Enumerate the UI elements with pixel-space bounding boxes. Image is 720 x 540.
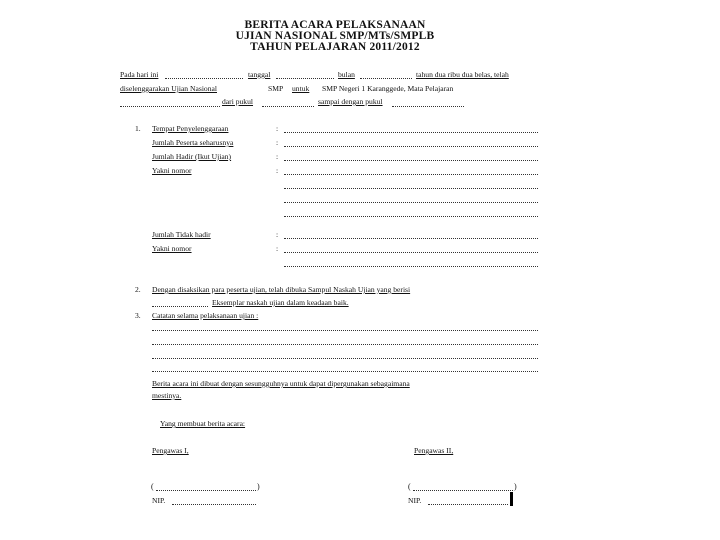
- section3-number: 3.: [135, 311, 141, 320]
- nip-left-label: NIP.: [152, 496, 166, 505]
- section2-line2: Eksemplar naskah ujian dalam keadaan baik.: [212, 298, 349, 307]
- field-hadir: Jumlah Hadir (Ikut Ujian): [152, 152, 232, 161]
- field-nomor-hadir: Yakni nomor: [152, 166, 192, 175]
- colon: :: [276, 124, 279, 133]
- blank-catatan-4[interactable]: [152, 371, 538, 372]
- intro-bulan: bulan: [338, 70, 355, 79]
- colon: :: [276, 230, 279, 239]
- blank-tempat[interactable]: [284, 132, 538, 133]
- intro-tahun: tahun dua ribu dua belas, telah: [416, 70, 509, 79]
- paren-open-left: (: [151, 482, 154, 491]
- blank-hadir[interactable]: [284, 160, 538, 161]
- colon: :: [276, 152, 279, 161]
- intro-dari-pukul: dari pukul: [222, 97, 254, 106]
- section2-line1: Dengan disaksikan para peserta ujian, telah dibuka Sampul Naskah Ujian yang berisi: [152, 285, 411, 294]
- blank-catatan-2[interactable]: [152, 344, 538, 345]
- section1-number: 1.: [135, 124, 141, 133]
- closing-line1: Berita acara ini dibuat dengan sesungguhnya untuk dapat dipergunakan sebagaimana: [152, 379, 410, 388]
- blank-jam-mulai[interactable]: [262, 106, 314, 107]
- blank-nomor-absen-1[interactable]: [284, 252, 538, 253]
- intro-sekolah: SMP Negeri 1 Karanggede, Mata Pelajaran: [322, 84, 454, 93]
- signature-right-label: Pengawas II,: [414, 446, 454, 455]
- paren-close-left: ): [257, 482, 260, 491]
- blank-nama-pengawas-2[interactable]: [413, 490, 513, 491]
- blank-jam-selesai[interactable]: [392, 106, 464, 107]
- section3-heading: Catatan selama pelaksanaan ujian :: [152, 311, 259, 320]
- intro-smp: SMP: [268, 84, 284, 93]
- closing-line2: mestinya.: [152, 391, 182, 400]
- intro-tanggal: tanggal: [248, 70, 271, 79]
- section2-number: 2.: [135, 285, 141, 294]
- field-tidak-hadir: Jumlah Tidak hadir: [152, 230, 211, 239]
- blank-nomor-absen-2[interactable]: [284, 266, 538, 267]
- blank-mapel[interactable]: [120, 106, 220, 107]
- paren-open-right: (: [408, 482, 411, 491]
- signature-left-label: Pengawas I,: [152, 446, 189, 455]
- text-cursor: [510, 492, 513, 506]
- field-tempat: Tempat Penyelenggaraan: [152, 124, 229, 133]
- blank-nomor-hadir-4[interactable]: [284, 216, 538, 217]
- intro-sampai: sampai dengan pukul: [318, 97, 383, 106]
- colon: :: [276, 138, 279, 147]
- blank-nip-1[interactable]: [172, 504, 256, 505]
- blank-nomor-hadir-2[interactable]: [284, 188, 538, 189]
- doc-title-line2: UJIAN NASIONAL SMP/MTs/SMPLB: [235, 30, 435, 42]
- doc-title-line1: BERITA ACARA PELAKSANAAN: [244, 19, 426, 31]
- blank-nomor-hadir-3[interactable]: [284, 202, 538, 203]
- blank-nip-2[interactable]: [428, 504, 508, 505]
- blank-eksemplar[interactable]: [152, 306, 208, 307]
- blank-peserta[interactable]: [284, 146, 538, 147]
- blank-tidak-hadir[interactable]: [284, 238, 538, 239]
- intro-hari: Pada hari ini: [120, 70, 159, 79]
- blank-nomor-hadir-1[interactable]: [284, 174, 538, 175]
- blank-bulan[interactable]: [360, 78, 412, 79]
- intro-diselenggarakan: diselenggarakan Ujian Nasional: [120, 84, 217, 93]
- intro-untuk: untuk: [292, 84, 310, 93]
- blank-tanggal[interactable]: [276, 78, 334, 79]
- blank-nama-pengawas-1[interactable]: [156, 490, 256, 491]
- colon: :: [276, 166, 279, 175]
- field-nomor-absen: Yakni nomor: [152, 244, 192, 253]
- closing-maker: Yang membuat berita acara:: [160, 419, 246, 428]
- blank-hari[interactable]: [165, 78, 243, 79]
- field-peserta: Jumlah Peserta seharusnya: [152, 138, 234, 147]
- colon: :: [276, 244, 279, 253]
- paren-close-right: ): [514, 482, 517, 491]
- blank-catatan-3[interactable]: [152, 358, 538, 359]
- doc-title-line3: TAHUN PELAJARAN 2011/2012: [250, 41, 420, 53]
- blank-catatan-1[interactable]: [152, 330, 538, 331]
- nip-right-label: NIP.: [408, 496, 422, 505]
